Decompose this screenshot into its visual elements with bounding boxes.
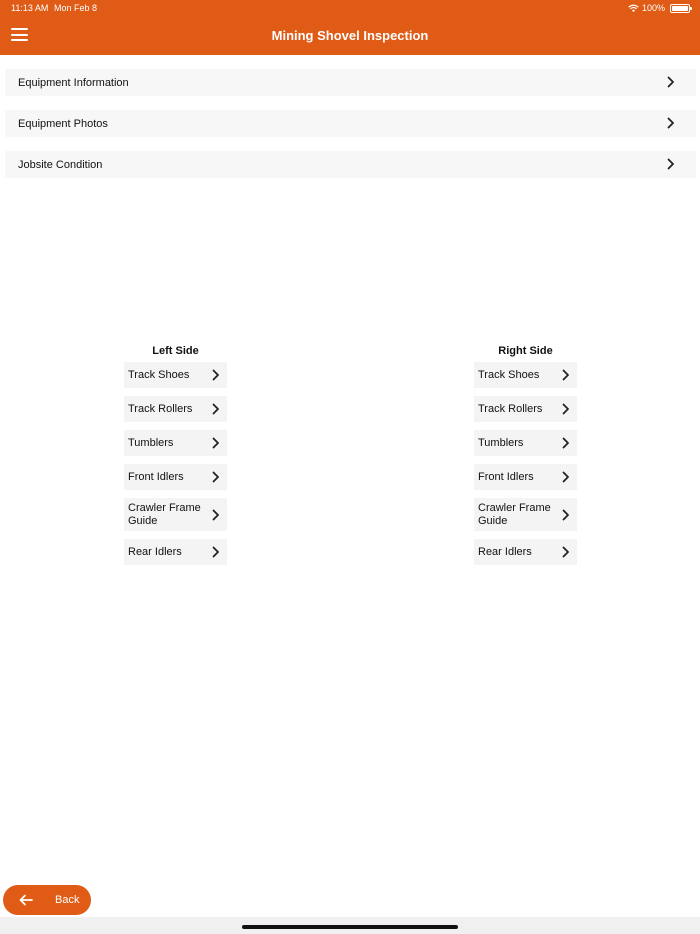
page-title: Mining Shovel Inspection bbox=[271, 28, 429, 43]
chevron-right-icon bbox=[561, 403, 571, 415]
left-side-column bbox=[124, 343, 227, 573]
status-right bbox=[628, 3, 690, 13]
item-label: Rear Idlers bbox=[128, 545, 182, 558]
right-side-column bbox=[474, 343, 577, 573]
chevron-right-icon bbox=[666, 76, 676, 88]
left-tumblers[interactable] bbox=[124, 430, 227, 456]
left-front-idlers[interactable] bbox=[124, 464, 227, 490]
chevron-right-icon bbox=[211, 403, 221, 415]
chevron-right-icon bbox=[561, 471, 571, 483]
back-button[interactable] bbox=[3, 885, 91, 915]
item-label: Front Idlers bbox=[128, 470, 184, 483]
chevron-right-icon bbox=[211, 369, 221, 381]
left-track-shoes[interactable] bbox=[124, 362, 227, 388]
left-crawler-frame-guide[interactable] bbox=[124, 498, 227, 531]
item-label: Front Idlers bbox=[478, 470, 534, 483]
chevron-right-icon bbox=[561, 509, 571, 521]
right-track-rollers[interactable] bbox=[474, 396, 577, 422]
item-label: Track Shoes bbox=[478, 368, 540, 381]
section-label: Jobsite Condition bbox=[18, 158, 103, 171]
right-crawler-frame-guide[interactable] bbox=[474, 498, 577, 531]
right-track-shoes[interactable] bbox=[474, 362, 577, 388]
item-label: Track Rollers bbox=[478, 402, 543, 415]
right-tumblers[interactable] bbox=[474, 430, 577, 456]
wifi-icon bbox=[628, 4, 639, 13]
right-front-idlers[interactable] bbox=[474, 464, 577, 490]
item-label: Track Shoes bbox=[128, 368, 190, 381]
chevron-right-icon bbox=[211, 509, 221, 521]
chevron-right-icon bbox=[211, 471, 221, 483]
battery-percent: 100% bbox=[641, 3, 665, 13]
right-rear-idlers[interactable] bbox=[474, 539, 577, 565]
item-label: Tumblers bbox=[128, 436, 174, 449]
item-label: Crawler Frame Guide bbox=[128, 501, 201, 527]
item-label: Crawler Frame Guide bbox=[478, 501, 551, 527]
left-track-rollers[interactable] bbox=[124, 396, 227, 422]
chevron-right-icon bbox=[666, 117, 676, 129]
item-label: Track Rollers bbox=[128, 402, 193, 415]
section-equipment-information[interactable] bbox=[5, 69, 696, 96]
left-rear-idlers[interactable] bbox=[124, 539, 227, 565]
home-indicator[interactable] bbox=[242, 925, 458, 929]
item-label: Tumblers bbox=[478, 436, 524, 449]
chevron-right-icon bbox=[561, 369, 571, 381]
section-equipment-photos[interactable] bbox=[5, 110, 696, 137]
item-label: Rear Idlers bbox=[478, 545, 532, 558]
section-label: Equipment Photos bbox=[18, 117, 108, 130]
app-header bbox=[0, 0, 700, 55]
right-side-title: Right Side bbox=[498, 345, 553, 357]
chevron-right-icon bbox=[211, 546, 221, 558]
battery-icon bbox=[670, 4, 690, 13]
chevron-right-icon bbox=[561, 437, 571, 449]
back-label: Back bbox=[55, 894, 80, 906]
section-label: Equipment Information bbox=[18, 76, 129, 89]
section-jobsite-condition[interactable] bbox=[5, 151, 696, 178]
status-time: 11:13 AM bbox=[11, 3, 49, 13]
chevron-right-icon bbox=[561, 546, 571, 558]
status-date: Mon Feb 8 bbox=[54, 3, 98, 13]
arrow-left-icon bbox=[19, 894, 33, 906]
home-bar-area bbox=[0, 917, 700, 934]
chevron-right-icon bbox=[211, 437, 221, 449]
chevron-right-icon bbox=[666, 158, 676, 170]
left-side-title: Left Side bbox=[152, 345, 199, 357]
